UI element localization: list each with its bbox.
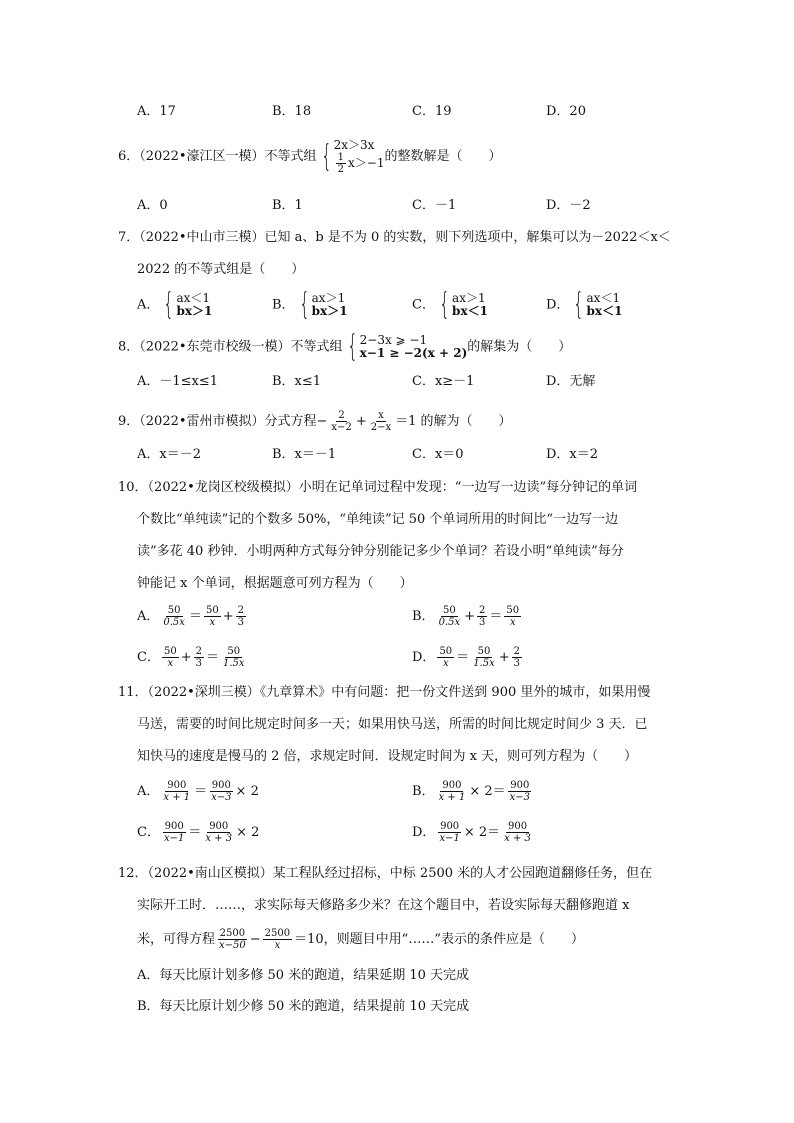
q6-option-d: D．－2 [546,198,591,213]
q10-stem-line2: 个数比“单纯读”记的个数多 50%，“单纯读”记 50 个单词所用的时间比“一边写一边 [137,512,619,527]
q11-option-d: D． $\frac{900}{x-1}$ × 2＝ $\frac{900}{x + 3}$ [412,821,531,844]
q8-system: { 2−3x ⩾ −1 x−1 ≥ −2(x + 2) [346,329,468,364]
q11-option-b: B． $\frac{900}{x + 1}$ × 2＝ $\frac{900}{x-3}$ [412,780,531,803]
q10-stem-line1: 10．（2022•龙岗区校级模拟）小明在记单词过程中发现：“一边写一边读”每分钟记的单词 [118,480,638,495]
q10-option-c: C． $\frac{50}{x}$ + $\frac{2}{3}$ ＝ $\frac{50}{1.5x}$ [137,646,245,669]
q10-option-a: A． $\frac{50}{0.5x}$ ＝ $\frac{50}{x}$ + $\frac{2}{3}$ [137,605,244,628]
q12-stem-line2: 实际开工时．……，求实际每天修路多少米？在这个题目中，若设实际每天翻修跑道 x [137,898,630,913]
q5-option-a: A．17 [137,104,176,119]
q6-option-c: C．－1 [412,198,457,213]
q7-option-d: D． { ax＜1 bx＜1 [546,287,623,322]
q6-stem: 6．（2022•濠江区一模）不等式组 { 2x＞3x $\frac{1}{2}$ x＞−1 的整数解是（ ） [118,137,502,175]
q8-option-c: C．x≥－1 [412,374,475,389]
q11-stem-line3: 知快马的速度是慢马的 2 倍，求规定时间．设规定时间为 x 天，则可列方程为（ ） [137,749,638,764]
q5-option-d: D．20 [546,104,586,119]
q7-option-c: C． { ax＞1 bx＜1 [412,287,488,322]
q9-option-d: D．x＝2 [546,447,599,462]
q10-stem-line4: 钟能记 x 个单词，根据题意可列方程为（ ） [137,576,413,591]
q10-option-d: D． $\frac{50}{x}$ ＝ $\frac{50}{1.5x}$ + $\frac{2}{3}$ [412,646,521,669]
q7-stem-line1: 7．（2022•中山市三模）已知 a、b 是不为 0 的实数，则下列选项中，解集可以为－2022＜x＜ [118,230,671,245]
q9-stem: 9．（2022•雷州市模拟）分式方程− $\frac{2}{x-2}$ + $\frac{x}{2-x}$ ＝1 的解为（ ） [118,410,512,433]
q11-stem-line2: 马送，需要的时间比规定时间多一天；如果用快马送，所需的时间比规定时间少 3 天．已 [137,717,648,732]
q9-option-a: A．x＝－2 [137,447,201,462]
q12-stem-line3: 米，可得方程 $\frac{2500}{x-50}$ − $\frac{2500}{x}$ ＝10，则题目中用“……”表示的条件应是（ ） [137,928,584,951]
q7-option-b: B． { ax＞1 bx＞1 [272,287,348,322]
q9-option-c: C．x＝0 [412,447,464,462]
q5-option-c: C．19 [412,104,452,119]
q11-stem-line1: 11．（2022•深圳三模）《九章算术》中有问题：把一份文件送到 900 里外的城市，如果用慢 [118,685,651,700]
q6-option-b: B．1 [272,198,303,213]
q12-option-a: A．每天比原计划多修 50 米的跑道，结果延期 10 天完成 [137,968,470,983]
q9-option-b: B．x＝－1 [272,447,337,462]
q8-stem: 8．（2022•东莞市校级一模）不等式组 { 2−3x ⩾ −1 x−1 ≥ −2(x + 2) 的解集为（ ） [118,329,572,364]
q12-option-b: B．每天比原计划少修 50 米的跑道，结果提前 10 天完成 [137,999,470,1014]
q10-option-b: B． $\frac{50}{0.5x}$ + $\frac{2}{3}$ ＝ $\frac{50}{x}$ [412,605,520,628]
q12-stem-line1: 12．（2022•南山区模拟）某工程队经过招标，中标 2500 米的人才公园跑道翻修任务，但在 [118,866,653,881]
q5-option-b: B．18 [272,104,312,119]
q8-option-b: B．x≤1 [272,374,322,389]
q10-stem-line3: 读”多花 40 秒钟．小明两种方式每分钟分别能记多少个单词？若设小明“单纯读”每分 [137,544,624,559]
q6-option-a: A．0 [137,198,168,213]
q11-option-a: A． $\frac{900}{x + 1}$ ＝ $\frac{900}{x-3}$ × 2 [137,780,259,803]
q6-system: { 2x＞3x $\frac{1}{2}$ x＞−1 [320,137,385,175]
q11-option-c: C． $\frac{900}{x-1}$ ＝ $\frac{900}{x + 3}$ × 2 [137,821,260,844]
q7-stem-line2: 2022 的不等式组是（ ） [137,262,305,277]
q7-option-a: A． { ax＜1 bx＞1 [137,287,213,322]
q8-option-d: D．无解 [546,374,596,389]
q8-option-a: A．－1≤x≤1 [137,374,219,389]
